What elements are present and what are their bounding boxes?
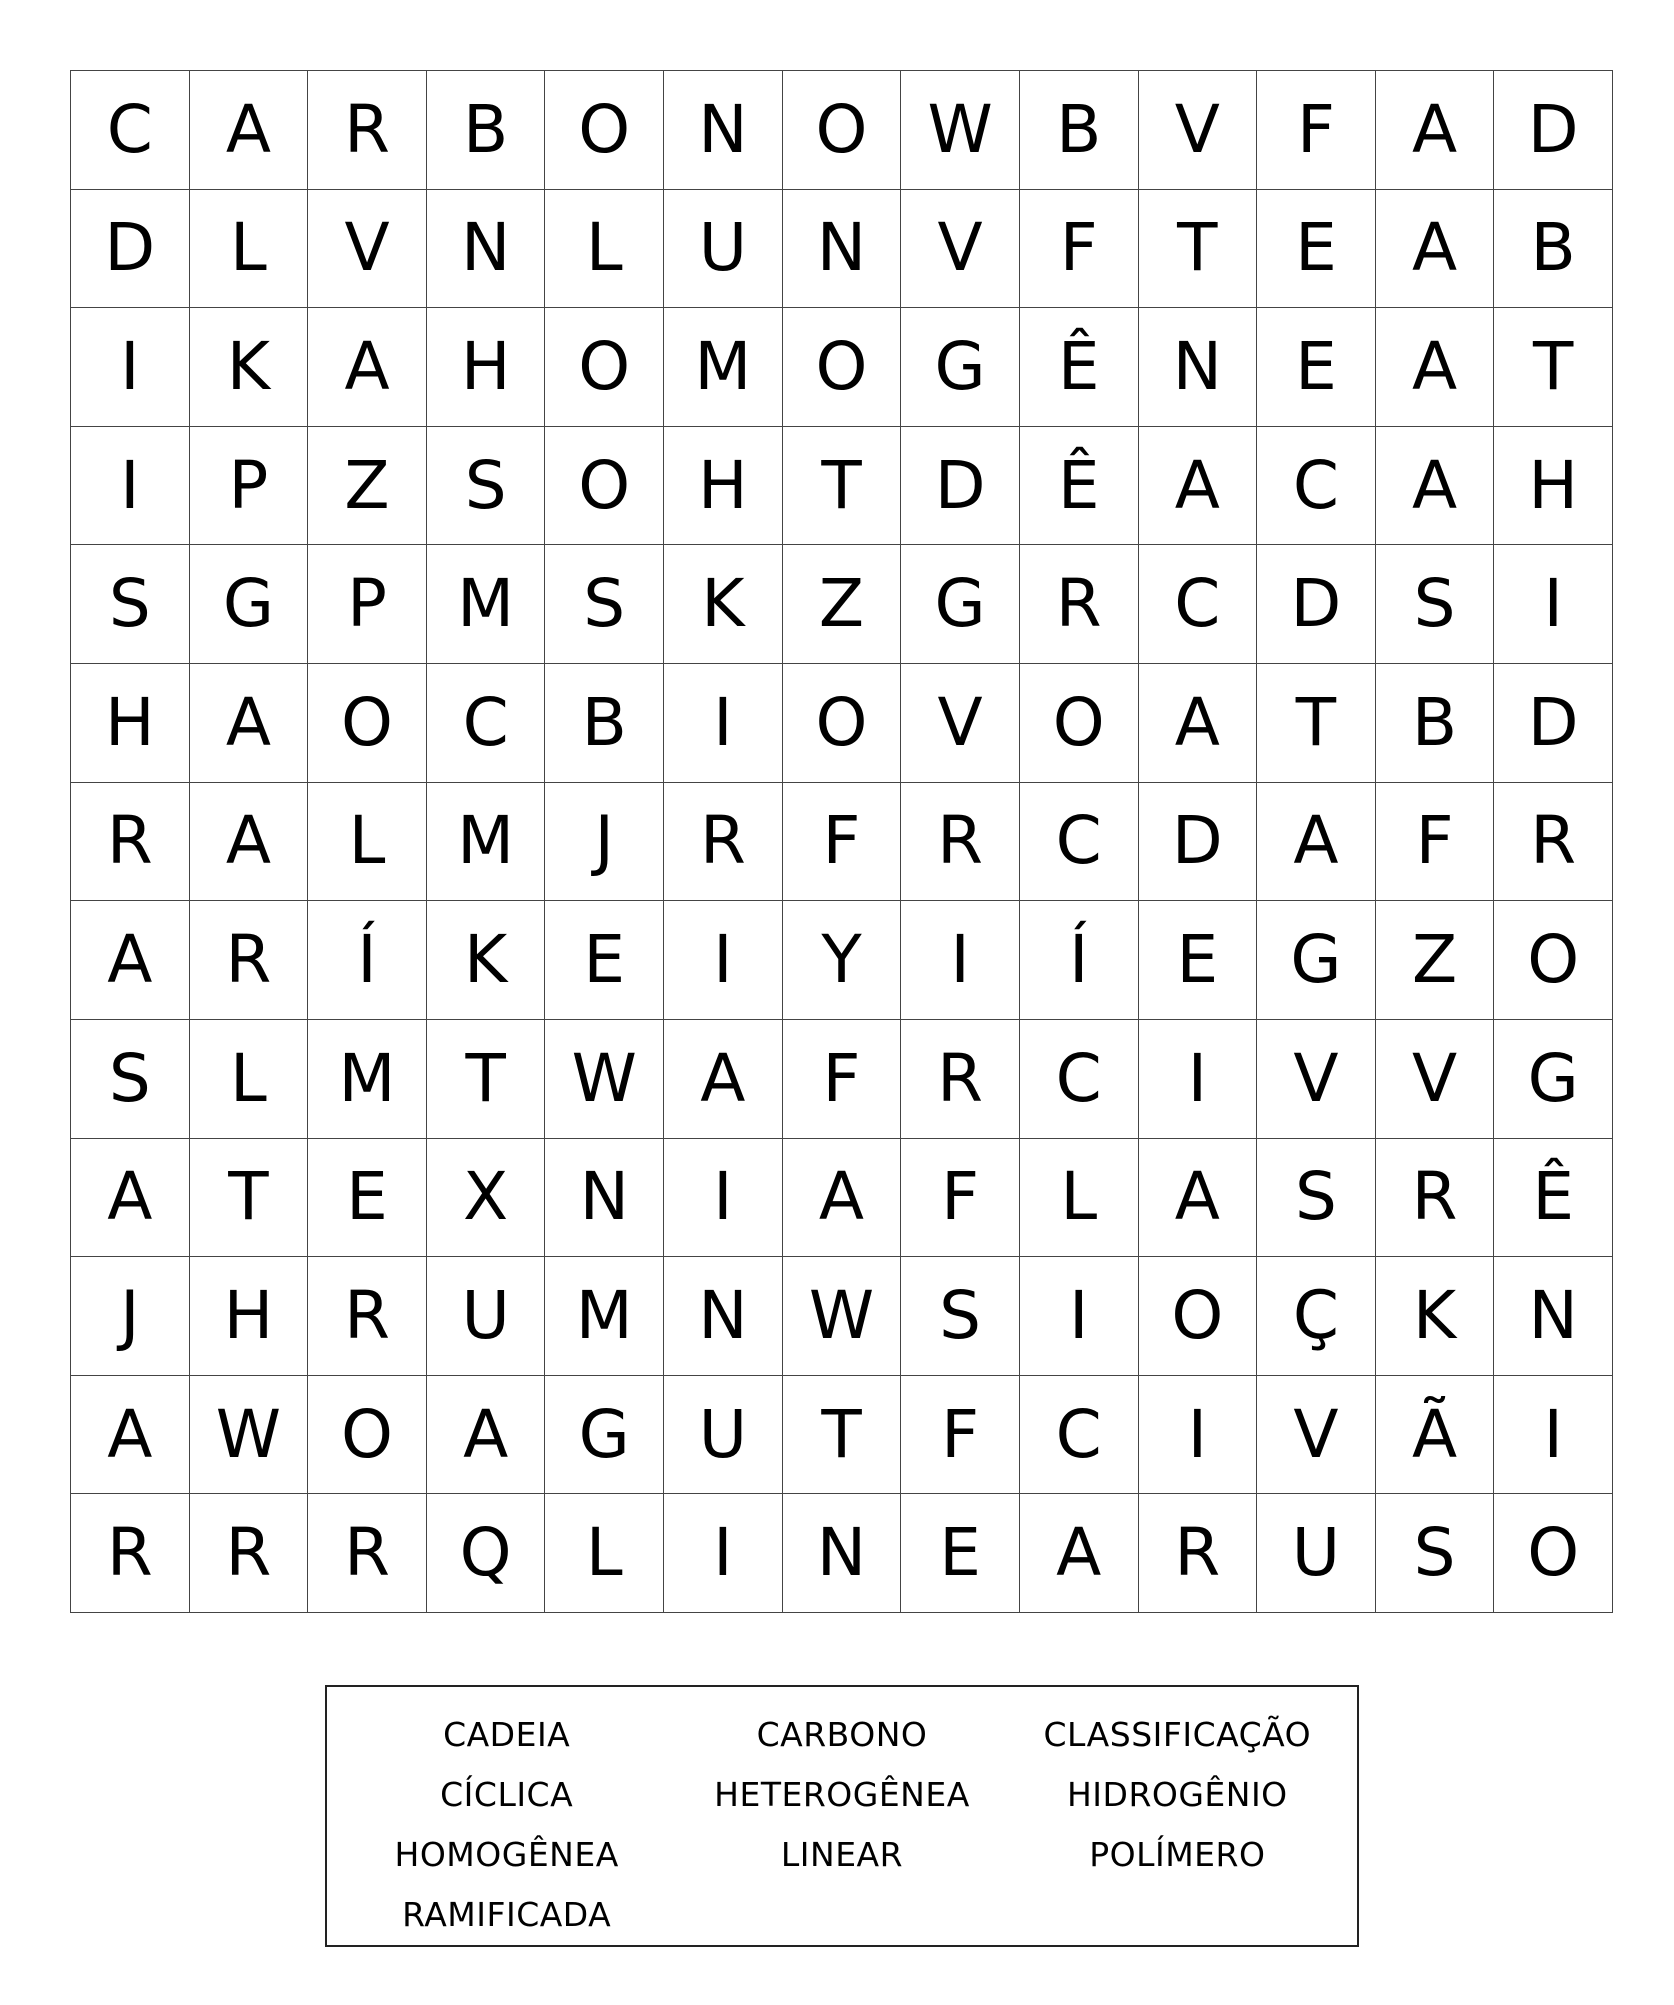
grid-cell[interactable]: V [308,190,427,309]
grid-cell[interactable]: F [901,1376,1020,1495]
word-list-item: HOMOGÊNEA [394,1835,619,1874]
word-list-item: LINEAR [780,1835,904,1874]
grid-cell[interactable]: M [308,1020,427,1139]
grid-cell[interactable]: X [427,1139,546,1258]
grid-cell[interactable]: D [901,427,1020,546]
grid-cell[interactable]: O [308,664,427,783]
grid-cell[interactable]: E [1257,190,1376,309]
grid-cell[interactable]: T [1257,664,1376,783]
grid-cell[interactable]: Ê [1020,308,1139,427]
grid-cell[interactable]: S [427,427,546,546]
grid-cell[interactable]: A [190,71,309,190]
grid-cell[interactable]: S [1376,1494,1495,1613]
grid-cell[interactable]: R [71,783,190,902]
grid-cell[interactable]: N [664,71,783,190]
grid-cell[interactable]: D [1494,71,1613,190]
grid-cell[interactable]: O [545,71,664,190]
grid-cell[interactable]: E [545,901,664,1020]
grid-cell[interactable]: I [1494,1376,1613,1495]
grid-cell[interactable]: Ç [1257,1257,1376,1376]
grid-cell[interactable]: D [1494,664,1613,783]
grid-cell[interactable]: N [1494,1257,1613,1376]
grid-cell[interactable]: S [1257,1139,1376,1258]
grid-cell[interactable]: H [427,308,546,427]
letter-grid [70,70,1613,1613]
grid-cell[interactable]: A [1376,71,1495,190]
word-list-item: CADEIA [443,1715,571,1754]
grid-cell[interactable]: R [71,1494,190,1613]
grid-cell[interactable]: O [783,664,902,783]
word-list-item: RAMIFICADA [402,1895,612,1934]
grid-cell[interactable]: I [664,1494,783,1613]
grid-cell[interactable]: B [545,664,664,783]
grid-cell[interactable]: I [901,901,1020,1020]
grid-cell[interactable]: L [190,190,309,309]
grid-cell[interactable]: H [71,664,190,783]
grid-cell[interactable]: I [1494,545,1613,664]
word-list-item: HIDROGÊNIO [1066,1775,1288,1814]
grid-cell[interactable]: Ê [1020,427,1139,546]
grid-cell[interactable]: O [545,427,664,546]
grid-cell[interactable]: R [1139,1494,1258,1613]
grid-cell[interactable]: R [308,71,427,190]
grid-cell[interactable]: T [427,1020,546,1139]
grid-cell[interactable]: V [901,664,1020,783]
grid-cell[interactable]: T [1139,190,1258,309]
grid-cell[interactable]: F [1020,190,1139,309]
grid-cell[interactable]: I [1139,1376,1258,1495]
grid-cell[interactable]: F [1376,783,1495,902]
grid-cell[interactable]: F [901,1139,1020,1258]
grid-cell[interactable]: S [545,545,664,664]
grid-cell[interactable]: C [1020,1376,1139,1495]
grid-cell[interactable]: K [190,308,309,427]
grid-cell[interactable]: R [664,783,783,902]
grid-cell[interactable]: U [664,190,783,309]
grid-cell[interactable]: A [190,783,309,902]
grid-cell[interactable]: E [308,1139,427,1258]
grid-cell[interactable]: C [1020,783,1139,902]
grid-cell[interactable]: S [71,545,190,664]
grid-cell[interactable]: U [1257,1494,1376,1613]
grid-cell[interactable]: I [71,427,190,546]
grid-cell[interactable]: A [664,1020,783,1139]
grid-cell[interactable]: P [190,427,309,546]
grid-cell[interactable]: F [783,1020,902,1139]
grid-cell[interactable]: J [71,1257,190,1376]
grid-cell[interactable]: M [545,1257,664,1376]
grid-cell[interactable]: Z [1376,901,1495,1020]
grid-cell[interactable]: R [1376,1139,1495,1258]
grid-cell[interactable]: O [1494,1494,1613,1613]
grid-cell[interactable]: B [1020,71,1139,190]
grid-cell[interactable]: I [1139,1020,1258,1139]
grid-cell[interactable]: Z [783,545,902,664]
grid-cell[interactable]: C [427,664,546,783]
grid-cell[interactable]: O [1139,1257,1258,1376]
grid-cell[interactable]: W [783,1257,902,1376]
grid-cell[interactable]: E [1257,308,1376,427]
grid-cell[interactable]: V [1139,71,1258,190]
grid-cell[interactable]: Y [783,901,902,1020]
grid-cell[interactable]: V [1376,1020,1495,1139]
grid-cell[interactable]: A [1139,1139,1258,1258]
grid-cell[interactable]: S [1376,545,1495,664]
grid-cell[interactable]: I [71,308,190,427]
grid-cell[interactable]: A [1257,783,1376,902]
grid-cell[interactable]: U [427,1257,546,1376]
grid-cell[interactable]: C [1257,427,1376,546]
grid-cell[interactable]: O [545,308,664,427]
grid-cell[interactable]: K [1376,1257,1495,1376]
grid-cell[interactable]: G [190,545,309,664]
grid-cell[interactable]: V [1257,1376,1376,1495]
grid-cell[interactable]: C [71,71,190,190]
word-list-item: CLASSIFICAÇÃO [1043,1715,1312,1754]
grid-cell[interactable]: N [783,190,902,309]
grid-cell[interactable]: C [1139,545,1258,664]
grid-cell[interactable]: A [71,1139,190,1258]
grid-cell[interactable]: H [1494,427,1613,546]
word-list-item: CÍCLICA [440,1775,574,1814]
grid-cell[interactable]: A [308,308,427,427]
grid-cell[interactable]: A [427,1376,546,1495]
grid-cell[interactable]: R [1020,545,1139,664]
grid-cell[interactable]: W [545,1020,664,1139]
grid-cell[interactable]: R [1494,783,1613,902]
word-list-item: HETEROGÊNEA [714,1775,970,1814]
word-list-item: POLÍMERO [1089,1835,1266,1874]
grid-cell[interactable]: M [427,783,546,902]
grid-cell[interactable]: D [1257,545,1376,664]
grid-cell[interactable]: R [308,1494,427,1613]
grid-cell[interactable]: L [545,190,664,309]
grid-cell[interactable]: W [190,1376,309,1495]
grid-cell[interactable]: O [1494,901,1613,1020]
grid-cell[interactable]: B [1494,190,1613,309]
grid-cell[interactable]: A [1139,664,1258,783]
grid-cell[interactable]: A [71,1376,190,1495]
grid-cell[interactable]: A [783,1139,902,1258]
grid-cell[interactable]: D [1139,783,1258,902]
grid-cell[interactable]: R [190,1494,309,1613]
grid-cell[interactable]: M [664,308,783,427]
grid-cell[interactable]: Ê [1494,1139,1613,1258]
grid-cell[interactable]: B [427,71,546,190]
grid-cell[interactable]: O [1020,664,1139,783]
grid-cell[interactable]: L [545,1494,664,1613]
grid-cell[interactable]: G [545,1376,664,1495]
grid-cell[interactable]: F [1257,71,1376,190]
grid-cell[interactable]: L [308,783,427,902]
grid-cell[interactable]: G [901,308,1020,427]
grid-cell[interactable]: T [783,427,902,546]
grid-cell[interactable]: N [427,190,546,309]
grid-cell[interactable]: S [901,1257,1020,1376]
grid-cell[interactable]: V [1257,1020,1376,1139]
grid-cell[interactable]: A [71,901,190,1020]
grid-cell[interactable]: Ã [1376,1376,1495,1495]
grid-cell[interactable]: P [308,545,427,664]
grid-cell[interactable]: G [1494,1020,1613,1139]
grid-cell[interactable]: R [190,901,309,1020]
grid-cell[interactable]: U [664,1376,783,1495]
grid-cell[interactable]: O [783,71,902,190]
grid-cell[interactable]: J [545,783,664,902]
grid-cell[interactable]: D [71,190,190,309]
grid-cell[interactable]: I [664,901,783,1020]
grid-cell[interactable]: S [71,1020,190,1139]
grid-cell[interactable]: T [783,1376,902,1495]
grid-cell[interactable]: N [664,1257,783,1376]
grid-cell[interactable]: A [1020,1494,1139,1613]
grid-cell[interactable]: N [783,1494,902,1613]
grid-cell[interactable]: F [783,783,902,902]
grid-cell[interactable]: I [664,664,783,783]
grid-cell[interactable]: E [901,1494,1020,1613]
grid-cell[interactable]: A [1376,427,1495,546]
grid-cell[interactable]: G [901,545,1020,664]
grid-cell[interactable]: K [427,901,546,1020]
grid-cell[interactable]: A [1376,308,1495,427]
grid-cell[interactable]: Í [308,901,427,1020]
grid-cell[interactable]: A [1376,190,1495,309]
grid-cell[interactable]: O [308,1376,427,1495]
grid-cell[interactable]: H [664,427,783,546]
word-list [325,1685,1359,1947]
grid-cell[interactable]: L [1020,1139,1139,1258]
grid-cell[interactable]: H [190,1257,309,1376]
grid-cell[interactable]: E [1139,901,1258,1020]
grid-cell[interactable]: Q [427,1494,546,1613]
grid-cell[interactable]: L [190,1020,309,1139]
grid-cell[interactable]: N [1139,308,1258,427]
grid-cell[interactable]: A [190,664,309,783]
grid-cell[interactable]: M [427,545,546,664]
word-list-item: CARBONO [756,1715,928,1754]
grid-cell[interactable]: R [308,1257,427,1376]
grid-cell[interactable]: I [1020,1257,1139,1376]
grid-cell[interactable]: N [545,1139,664,1258]
grid-cell[interactable]: K [664,545,783,664]
grid-cell[interactable]: A [1139,427,1258,546]
grid-cell[interactable]: R [901,783,1020,902]
grid-cell[interactable]: B [1376,664,1495,783]
grid-cell[interactable]: Z [308,427,427,546]
grid-cell[interactable]: R [901,1020,1020,1139]
grid-cell[interactable]: C [1020,1020,1139,1139]
grid-cell[interactable]: I [664,1139,783,1258]
grid-cell[interactable]: Í [1020,901,1139,1020]
grid-cell[interactable]: O [783,308,902,427]
grid-cell[interactable]: G [1257,901,1376,1020]
grid-cell[interactable]: T [190,1139,309,1258]
grid-cell[interactable]: W [901,71,1020,190]
grid-cell[interactable]: T [1494,308,1613,427]
grid-cell[interactable]: V [901,190,1020,309]
